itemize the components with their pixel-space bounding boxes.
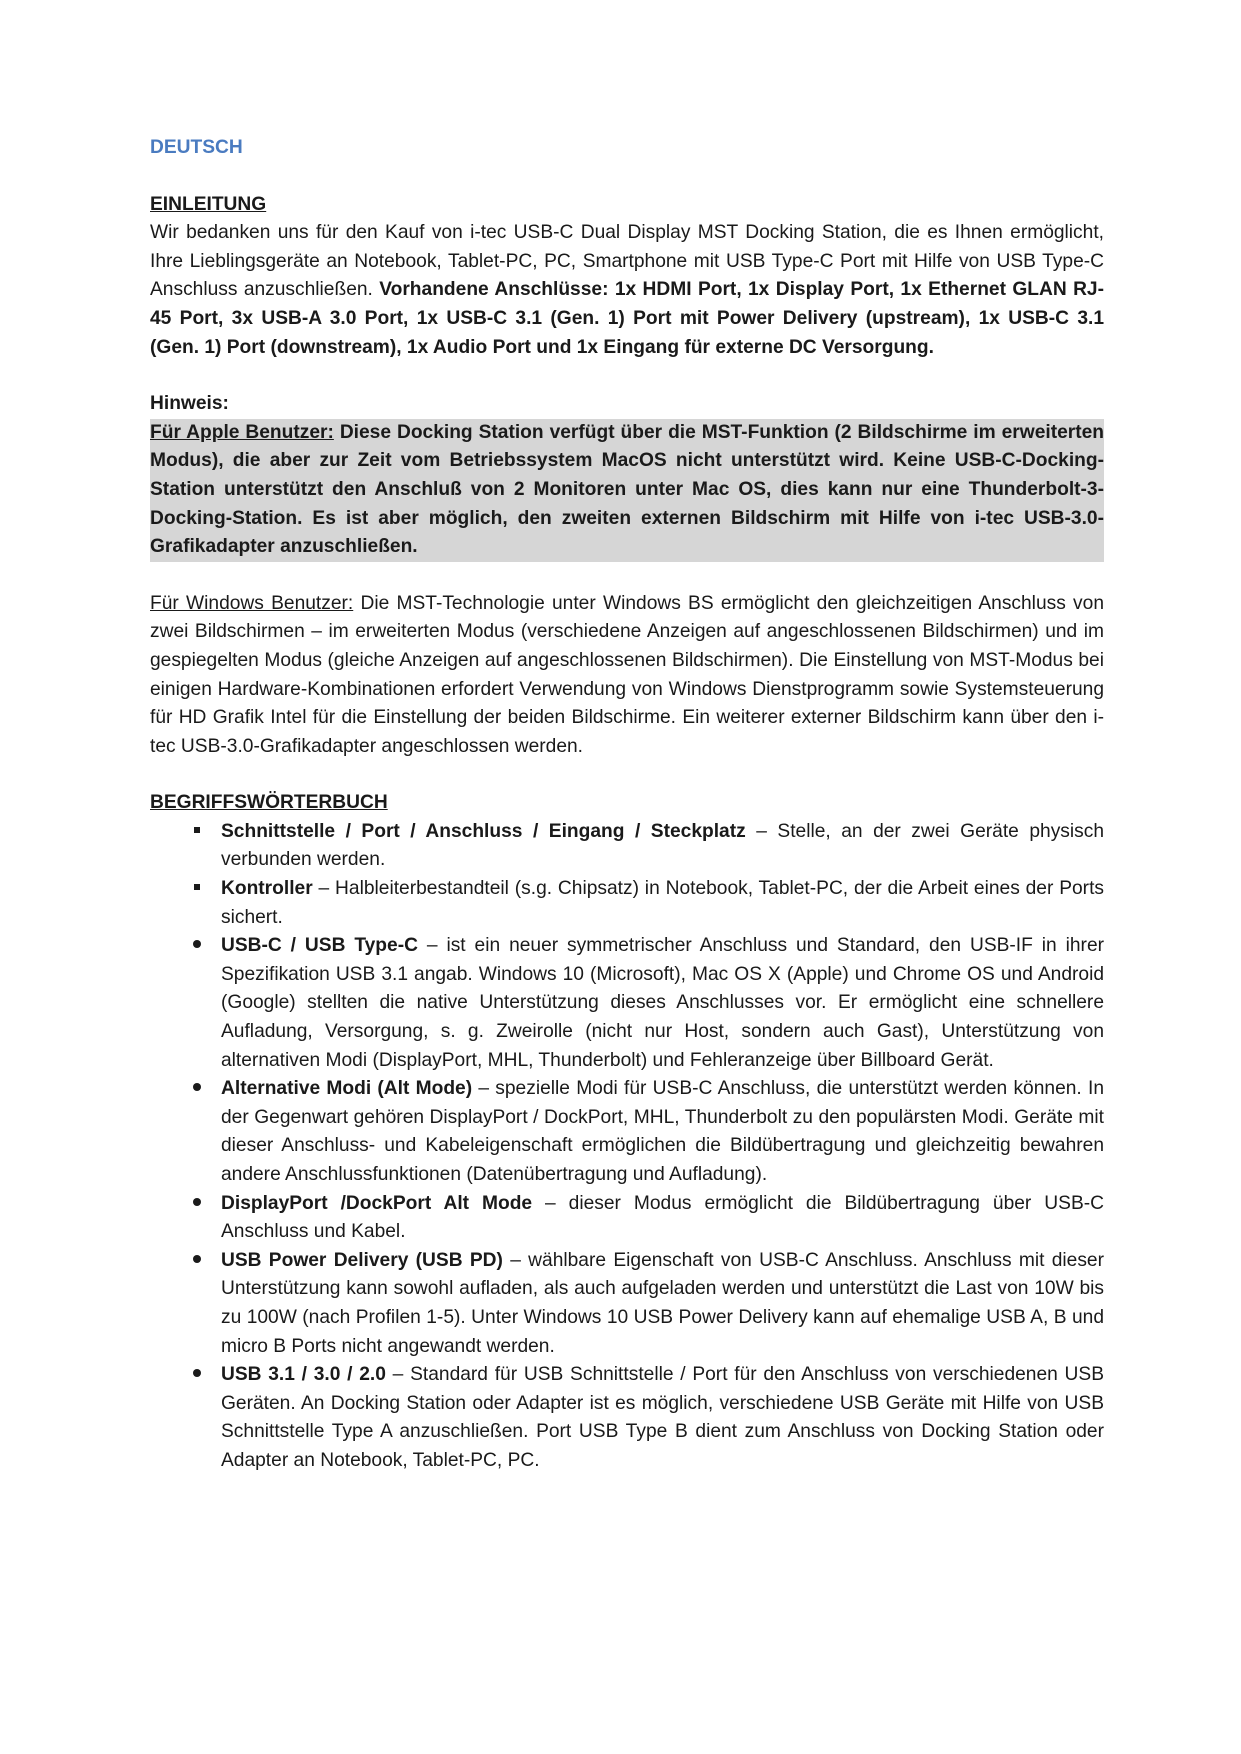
disc-bullet-icon <box>187 1247 207 1276</box>
glossary-term: USB 3.1 / 3.0 / 2.0 <box>221 1364 386 1386</box>
windows-note-text: Die MST-Technologie unter Windows BS ermöglicht den gleichzeitigen Anschluss von zwei Bildschirmen – im erweiterten Modus (verschiedene Anzeigen auf angeschlossenen Bildschirmen) und im gespiegelten Modus (gleiche Anzeigen auf angeschlossenen Bildschirmen). Die Einstellung von MST-Modus bei einigen Hardware-Kombinationen erfordert Verwendung von Windows Dienstprogramm sowie Systemsteuerung für HD Grafik Intel für die Einstellung der beiden Bildschirme. Ein weiterer externer Bildschirm kann über den i-tec USB-3.0-Grafikadapter angeschlossen werden. <box>150 592 1104 757</box>
intro-paragraph <box>150 219 1104 362</box>
glossary-term: Schnittstelle / Port / Anschluss / Eingang / Steckplatz <box>221 820 746 842</box>
glossary-definition: – ist ein neuer symmetrischer Anschluss und Standard, den USB-IF in ihrer Spezifikation USB 3.1 angab. Windows 10 (Microsoft), Mac OS X (Apple) und Chrome OS und Android (Google) stellten die native Unterstützung dieses Anschlusses vor. Er ermöglicht eine schnellere Aufladung, Versorgung, s. g. Zweirolle (nicht nur Host, sondern auch Gast), Unterstützung von alternativen Modi (DisplayPort, MHL, Thunderbolt) und Fehleranzeige über Billboard Gerät. <box>221 935 1104 1071</box>
glossary-term: DisplayPort /DockPort Alt Mode <box>221 1192 533 1214</box>
glossary-heading: BEGRIFFSWÖRTERBUCH <box>150 792 388 814</box>
glossary-definition: – Stelle, an der zwei Geräte physisch verbunden werden. <box>221 820 1104 871</box>
disc-bullet-icon <box>187 1361 207 1390</box>
glossary-item <box>150 875 1104 932</box>
glossary-term: Kontroller <box>221 878 313 900</box>
glossary-item <box>150 932 1104 1075</box>
language-label: DEUTSCH <box>150 137 243 158</box>
intro-heading: EINLEITUNG <box>150 193 267 215</box>
square-bullet-icon <box>187 818 207 847</box>
glossary-term: USB Power Delivery (USB PD) <box>221 1249 503 1271</box>
glossary-item <box>150 1361 1104 1475</box>
intro-text: Wir bedanken uns für den Kauf von i-tec USB-C Dual Display MST Docking Station, die es Ihnen ermöglicht, Ihre Lieblingsgeräte an Notebook, Tablet-PC, PC, Smartphone mit USB Type-C Port mit Hilfe von USB Type-C Anschluss anzuschließen. <box>150 222 1104 301</box>
windows-note-label: Für Windows Benutzer: <box>150 592 354 614</box>
disc-bullet-icon <box>187 932 207 961</box>
apple-note <box>150 419 1104 562</box>
glossary-item <box>150 818 1104 875</box>
apple-note-text: Diese Docking Station verfügt über die MST-Funktion (2 Bildschirme im erweiterten Modus), die aber zur Zeit vom Betriebssystem MacOS nicht unterstützt wird. Keine USB-C-Docking-Station unterstützt den Anschluß von 2 Monitoren unter Mac OS, dies kann nur eine Thunderbolt-3-Docking-Station. Es ist aber möglich, den zweiten externen Bildschirm mit Hilfe von i-tec USB-3.0-Grafikadapter anzuschließen. <box>150 421 1104 558</box>
disc-bullet-icon <box>187 1075 207 1104</box>
glossary-item <box>150 1075 1104 1189</box>
note-label: Hinweis: <box>150 393 229 415</box>
glossary-definition: – dieser Modus ermöglicht die Bildübertragung über USB-C Anschluss und Kabel. <box>221 1192 1104 1243</box>
document-content <box>150 134 1104 1476</box>
disc-bullet-icon <box>187 1190 207 1219</box>
apple-note-label: Für Apple Benutzer: <box>150 421 334 443</box>
glossary-definition: – spezielle Modi für USB-C Anschluss, die unterstützt werden können. In der Gegenwart gehören DisplayPort / DockPort, MHL, Thunderbolt zu den populärsten Modi. Geräte mit dieser Anschluss- und Kabeleigenschaft ermöglichen die Bildübertragung und gleichzeitig bewahren andere Anschlussfunktionen (Datenübertragung und Aufladung). <box>221 1078 1104 1185</box>
glossary-item <box>150 1190 1104 1247</box>
windows-note <box>150 590 1104 762</box>
glossary-definition: – Halbleiterbestandteil (s.g. Chipsatz) in Notebook, Tablet-PC, der die Arbeit eines der Ports sichert. <box>221 878 1104 928</box>
square-bullet-icon <box>187 875 207 904</box>
glossary-term: USB-C / USB Type-C <box>221 935 418 957</box>
glossary-item <box>150 1247 1104 1361</box>
glossary-list <box>150 818 1104 1476</box>
glossary-term: Alternative Modi (Alt Mode) <box>221 1078 473 1100</box>
glossary-definition: – Standard für USB Schnittstelle / Port für den Anschluss von verschiedenen USB Geräten. An Docking Station oder Adapter ist es möglich, verschiedene USB Geräte mit Hilfe von USB Schnittstelle Type A anzuschließen. Port USB Type B dient zum Anschluss von Docking Station oder Adapter an Notebook, Tablet-PC, PC. <box>221 1364 1104 1471</box>
intro-ports-text: Vorhandene Anschlüsse: 1x HDMI Port, 1x Display Port, 1x Ethernet GLAN RJ-45 Port, 3x USB-A 3.0 Port, 1x USB-C 3.1 (Gen. 1) Port mit Power Delivery (upstream), 1x USB-C 3.1 (Gen. 1) Port (downstream), 1x Audio Port und 1x Eingang für externe DC Versorgung. <box>150 279 1104 358</box>
glossary-definition: – wählbare Eigenschaft von USB-C Anschluss. Anschluss mit dieser Unterstützung kann sowohl aufladen, als auch aufgeladen werden und unterstützt die Last von 10W bis zu 100W (nach Profilen 1-5). Unter Windows 10 USB Power Delivery kann auf ehemalige USB A, B und micro B Ports nicht angewandt werden. <box>221 1249 1104 1357</box>
